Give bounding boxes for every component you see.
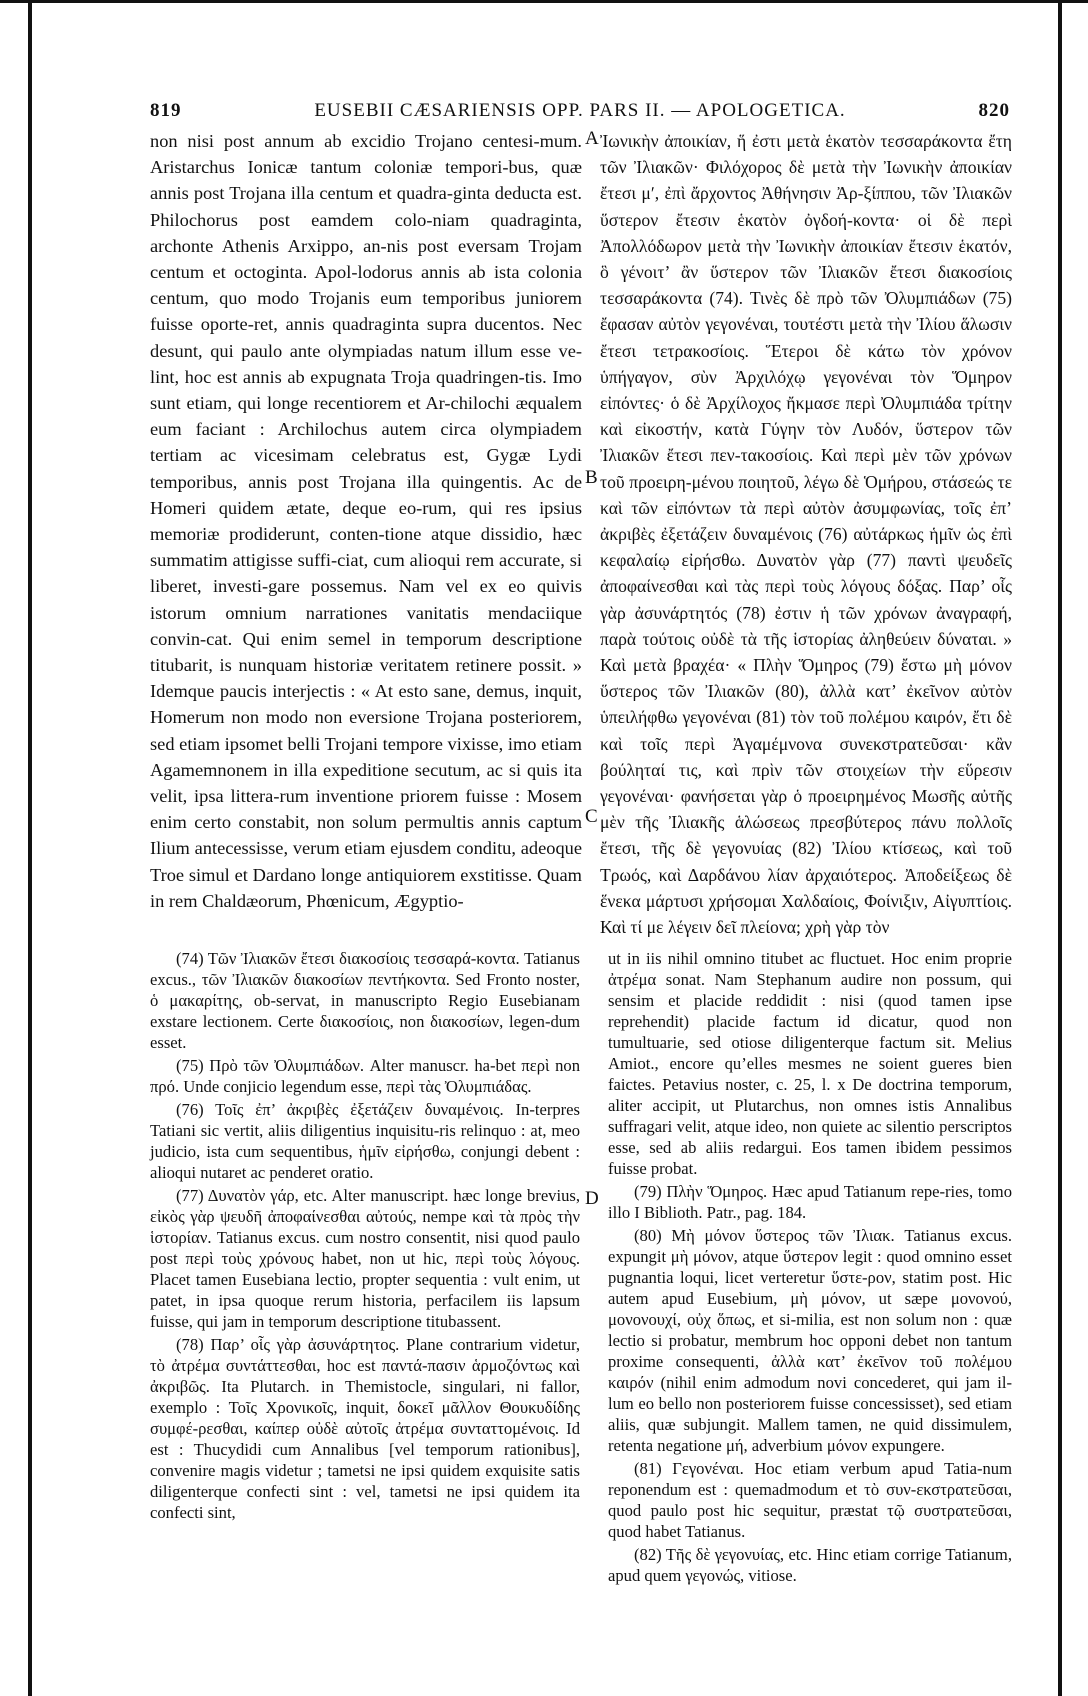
greek-text: Ἰωνικὴν ἀποικίαν, ἥ ἐστι μετὰ ἑκατὸν τεσσαράκοντα ἔτη τῶν Ἰλιακῶν· Φιλόχορος δὲ μετὰ τὴν Ἰωνικὴν ἀποικίαν ἔτεσι μʹ, ἐπὶ ἄρχοντος Ἀθήνησιν Ἀρ-ξίππου, τῶν Ἰλιακῶν ὕστερον ἔτεσιν ἑκατὸν ὀγδοή-κοντα· οἱ δὲ περὶ Ἀπολλόδωρον μετὰ τὴν Ἰωνικὴν ἀποικίαν ἔτεσιν ἑκατόν, ὃ γένοιτ’ ἂν ὕστερον τῶν Ἰλιακῶν ἔτεσι διακοσίοις τεσσαράκοντα (74). Τινὲς δὲ πρὸ τῶν Ὀλυμπιάδων (75) ἔφασαν αὐτὸν γεγονέναι, τουτέστι μετὰ τὴν Ἰλίου ἅλωσιν ἔτεσι τετρακοσίοις. Ἕτεροι δὲ κάτω τὸν χρόνον ὑπήγαγον, σὺν Ἀρχιλόχῳ γεγονέναι τὸν Ὅμηρον εἰπόντες· ὁ δὲ Ἀρχίλοχος ἤκμασε περὶ Ὀλυμπιάδα τρίτην καὶ εἰκοστήν, κατὰ Γύγην τὸν Λυδόν, ὕστερον τῶν Ἰλιακῶν ἔτεσι πεν-τακοσίοις. Καὶ περὶ μὲν τῶν χρόνων τοῦ προειρη-μένου ποιητοῦ, λέγω δὲ Ὁμήρου, στάσεώς τε καὶ τῶν εἰπόντων τὰ περὶ αὐτὸν ἀσυμφωνίας, τοῖς ἐπ’ ἀκριβὲς ἐξετάζειν δυναμένοις (76) αὐτάρκως ἡμῖν ὡς ἐπὶ κεφαλαίῳ εἰρήσθω. Δυνατὸν γὰρ (77) παντὶ ψευδεῖς ἀποφαίνεσθαι καὶ τὰς περὶ τοὺς λόγους δόξας. Παρ’ οἷς γὰρ ἀσυνάρτητός (78) ἐστιν ἡ τῶν χρόνων ἀναγραφή, παρὰ τούτοις οὐδὲ τὰ τῆς ἱστορίας ἀληθεύειν δύναται. » Καὶ μετὰ βραχέα· « Πλὴν Ὅμηρος (79) ἔστω μὴ μόνον ὕστερος τῶν Ἰλιακῶν (80), ἀλλὰ κατ’ ἐκεῖνον αὐτὸν ὑπειλήφθω γεγονέναι (81) τὸν τοῦ πολέμου καιρόν, ἔτι δὲ καὶ τοῖς περὶ Ἀγαμέμνονα συνεκστρατεῦσαι· κἂν βούληταί τις, καὶ πρὶν τῶν στοιχείων τὴν εὕρεσιν γεγονέναι· φανήσεται γὰρ ὁ προειρημένος Μωσῆς αὐτῆς μὲν τῆς Ἰλιακῆς ἁλώσεως πρεσβύτερος πάνυ πολλοῖς ἔτεσι, τῆς δὲ γεγονυίας (82) Ἰλίου κτίσεως, καὶ τοῦ Τρωός, καὶ Δαρδάνου λίαν ἀρχαιότερος. Ἀποδείξεως δὲ ἕνεκα μάρτυσι χρήσομαι Χαλδαίοις, Φοίνιξιν, Αἰγυπτίοις. Καὶ τί με λέγειν δεῖ πλείονα; χρὴ γὰρ τὸν xyxy=(600,131,1012,938)
page-number-right: 820 xyxy=(978,100,1010,121)
footnote-81: (81) Γεγονέναι. Hoc etiam verbum apud Tatia-num reponendum est : quemadmodum et τὸ συν-εκστρατεῦσαι, quod paulo post hic sequitur, præstat τῷ συστρατεῦσαι, quod habet Tatianus. xyxy=(608,1459,1012,1541)
footnote-80: (80) Μὴ μόνον ὕστερος τῶν Ἰλιακ. Tatianus excus. expungit μὴ μόνον, atque ὕστερον legit : quod omnino esset pugnantia loqui, licet verteretur ὕστε-ρον, statim post. Hic autem apud Eusebium, μὴ μόνον, ut sæpe μονονού, μονονουχί, οὐχ ὅπως, et si-milia, est non solum non : quæ lectio si probatur, membrum hoc opponi debet non tantum proxime consequenti, ἀλλὰ κατ’ ἐκεῖνον τοῦ πολέμου καιρόν (nihil enim admodum novi concederet, qui jam il-lum eo bello non posteriorem fuisse concessisset), sed etiam aliis, quæ subjungit. Mallem tamen, ne quid dissimulem, retenta negatione μή, adverbium μόνον expungere. xyxy=(608,1226,1012,1455)
greek-column xyxy=(600,128,1012,940)
running-header xyxy=(150,100,1010,130)
footnote-77: (77) Δυνατὸν γάρ, etc. Alter manuscript. hæc longe brevius, εἰκὸς γὰρ ψευδῆ ἀποφαίνεσθαι αὐτούς, nempe καὶ τὰ πρὸς τὴν ἱστορίαν. Tatianus excus. cum nostro consentit, nisi quod paulo post περὶ τοὺς χρόνους habet, non ut hic, περὶ τοὺς λόγους. Placet tamen Eusebiana lectio, propter sequentia : vult enim, ut patet, in ipsa quoque rerum historia, perfacilem iis lapsum fuisse, qui jam in temporum descriptione titubassent. xyxy=(150,1186,580,1331)
left-border xyxy=(28,0,32,1696)
footnote-82: (82) Τῆς δὲ γεγονυίας, etc. Hinc etiam corrige Tatianum, apud quem γεγονώς, vitiose. xyxy=(608,1545,1012,1585)
footnote-76: (76) Τοῖς ἐπ’ ἀκριβὲς ἐξετάζειν δυναμένοις. In-terpres Tatiani sic vertit, aliis diligentius inquisitu-ris relinquo : at, meo judicio, ista cum sequentibus, ἡμῖν εἰρήσθω, conjungi debent : alioqui nutaret ac penderet oratio. xyxy=(150,1100,580,1182)
margin-letter-d: D xyxy=(585,1188,599,1209)
footnote-78-continued: ut in iis nihil omnino titubet ac fluctuet. Hoc enim proprie ἀτρέμα sonat. Nam Stephanum audire non possum, qui sensim et placide reddidit : nisi (quod tamen ipse reprehendit) placide factum id dicatur, quod non tumultuarie, sed otiose diligenterque factum sit. Melius Amiot., encore qu’elles mesmes ne soient gueres bien faictes. Petavius noster, c. 25, l. x De doctrina temporum, aliter accipit, ut Plutarchus, non omnes istis Annalibus suffragari velit, atque ideo, non quiete ac silentio perscriptos esse, sed ab aliis redargui. Eos tamen ibidem pessimos fuisse probat. xyxy=(608,949,1012,1178)
top-rule xyxy=(0,0,1088,3)
footnote-74: (74) Τῶν Ἰλιακῶν ἔτεσι διακοσίοις τεσσαρά-κοντα. Tatianus excus., τῶν Ἰλιακῶν διακοσίων πεντήκοντα. Sed Fronto noster, ὁ μακαρίτης, ob-servat, in manuscripto Regio Eusebianam exstare lectionem. Certe διακοσίοις, non διακοσίων, legen-dum esset. xyxy=(150,949,580,1052)
footnote-78: (78) Παρ’ οἷς γὰρ ἀσυνάρτητος. Plane contrarium videtur, τὸ ἀτρέμα συντάττεσθαι, hoc est παντά-πασιν ἁρμοζόντως καὶ ἀκριβῶς. Ita Plutarch. in Themistocle, singulari, ni fallor, exemplo : Τοῖς Χρονικοῖς, inquit, δοκεῖ μᾶλλον Θουκυδίδης συμφέ-ρεσθαι, καίπερ οὐδὲ αὐτοῖς ἀτρέμα συνταττομένοις. Id est : Thucydidi cum Annalibus [vel temporum rationibus], convenire magis videtur ; tametsi ne ipsi quidem exquisite satis diligenterque confecti sint : vel, tametsi ne ipsi quidem ita confecti sint, xyxy=(150,1335,580,1522)
footnotes-right xyxy=(608,948,1012,1586)
latin-text: non nisi post annum ab excidio Trojano centesi-mum. Aristarchus Ionicæ tantum coloniæ tempori-bus, quæ annis post Trojana illa centum et quadra-ginta deducta est. Philochorus post eamdem colo-niam quadraginta, archonte Athenis Arxippo, an-nis post eversam Trojam centum et octoginta. Apol-lodorus annis ab ista colonia centum, quo modo Trojanis eum temporibus juniorem fuisse oporte-ret, annis quadraginta supra ducentos. Nec desunt, qui paulo ante olympiadas natum illum esse ve-lint, hoc est annis ab expugnata Troja quadringen-tis. Imo sunt etiam, qui longe recentiorem et Ar-chilochi æqualem eum faciant : Archilochus autem circa olympiadem tertiam ac vicesimam celebratus est, Gygæ Lydi temporibus, annis post Trojana illa quingentis. Ac de Homeri quidem ætate, deque eo-rum, qui res ipsius memoriæ prodiderunt, conten-tione atque dissidio, hæc summatim attigisse suffi-ciat, cum alioqui rem accurate, si liberet, investi-gare possemus. Nam vel ex eo quivis istorum omnium narrationes vanitatis mendaciique convin-cat. Qui enim semel in temporum descriptione titubarit, is nunquam historiæ veritatem retinere possit. » Idemque paucis interjectis : « At esto sane, demus, inquit, Homerum non modo non eversione Trojana posteriorem, sed etiam ipsomet belli Trojani tempore vixisse, imo etiam Agamemnonem in illa expeditione secutum, ac si quis ita velit, ipsa littera-rum inventione priorem fuisse : Mosem enim certo constabit, non solum permultis annis captum Ilium antecessisse, verum etiam ejusdem conditu, adeoque Troe simul et Dardano longe antiquiorem exstitisse. Quam in rem Chaldæorum, Phœnicum, Ægyptio- xyxy=(150,131,582,911)
page-number-left: 819 xyxy=(150,100,182,121)
margin-letter-b: B xyxy=(585,467,598,488)
right-border xyxy=(1058,0,1062,1696)
margin-letter-c: C xyxy=(585,806,598,827)
running-title: EUSEBII CÆSARIENSIS OPP. PARS II. — APOLOGETICA. xyxy=(314,100,846,121)
margin-letter-a: A xyxy=(585,128,599,149)
footnote-79: (79) Πλὴν Ὅμηρος. Hæc apud Tatianum repe-ries, tomo illo I Biblioth. Patr., pag. 184. xyxy=(608,1182,1012,1222)
footnote-75: (75) Πρὸ τῶν Ὀλυμπιάδων. Alter manuscr. ha-bet περὶ non πρό. Unde conjicio legendum esse, περὶ τὰς Ὀλυμπιάδας. xyxy=(150,1056,580,1096)
footnotes-left xyxy=(150,948,580,1523)
latin-column xyxy=(150,128,582,914)
